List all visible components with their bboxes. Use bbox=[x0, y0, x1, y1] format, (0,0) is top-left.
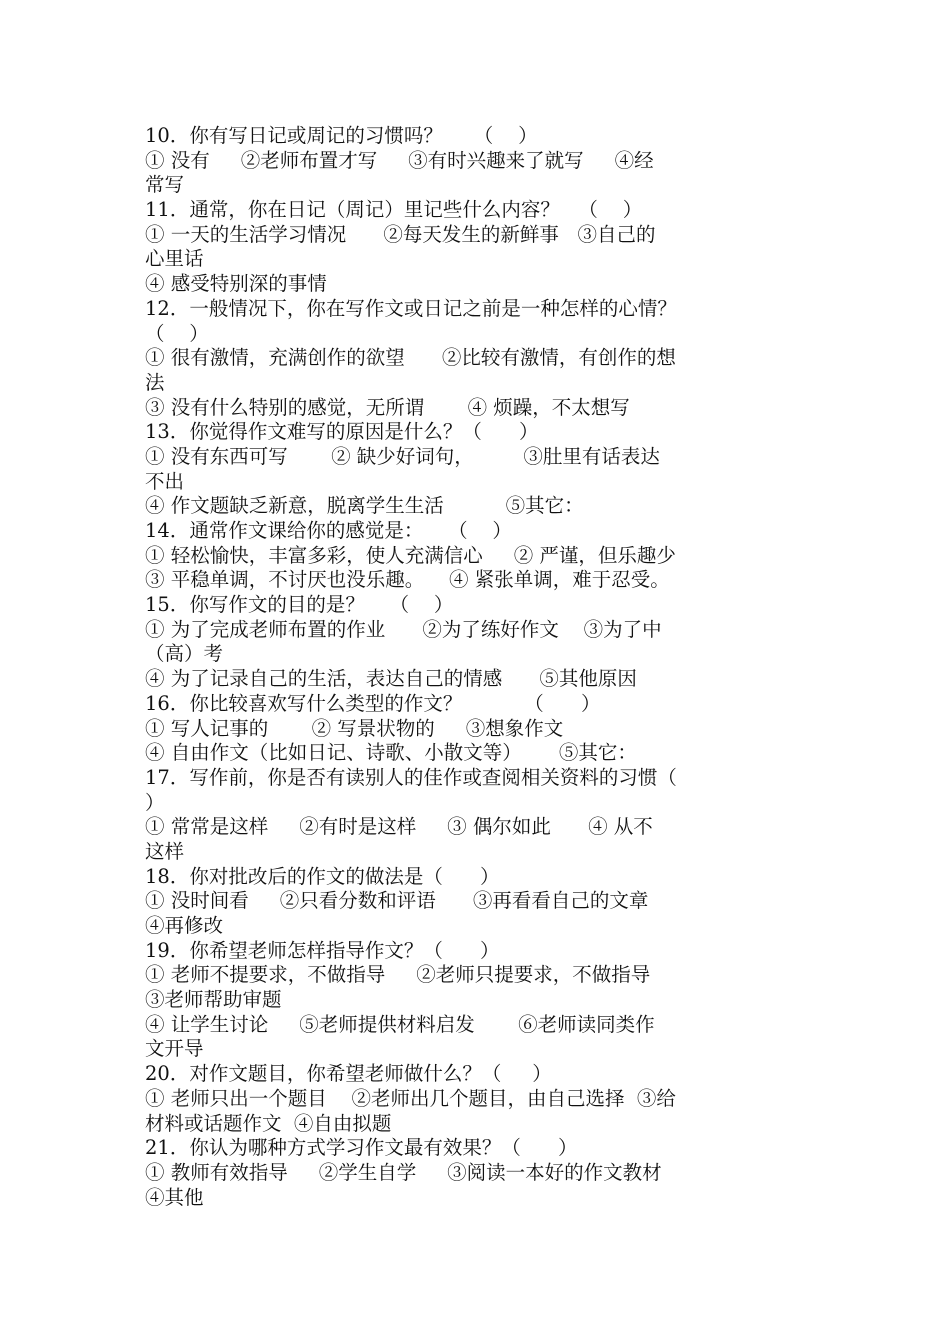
text-line: 16．你比较喜欢写什么类型的作文？ （ ） bbox=[145, 691, 601, 715]
text-line: ③老师帮助审题 bbox=[145, 988, 282, 1012]
text-line: ① 一天的生活学习情况 ②每天发生的新鲜事 ③自己的 bbox=[145, 222, 656, 246]
text-line: 12．一般情况下，你在写作文或日记之前是一种怎样的心情？ bbox=[145, 296, 677, 320]
text-line: ④ 作文题缺乏新意，脱离学生生活 ⑤其它： bbox=[145, 494, 584, 518]
text-line: 11．通常，你在日记（周记）里记些什么内容？ （ ） bbox=[145, 198, 643, 222]
text-line: ④其他 bbox=[145, 1185, 204, 1209]
text-line: ① 写人记事的 ② 写景状物的 ③想象作文 bbox=[145, 716, 564, 740]
text-line: ① 很有激情，充满创作的欲望 ②比较有激情，有创作的想 bbox=[145, 346, 676, 370]
text-line: 这样 bbox=[145, 839, 185, 863]
text-line: 材料或话题作文 ④自由拟题 bbox=[145, 1111, 392, 1135]
text-line: ① 没有 ②老师布置才写 ③有时兴趣来了就写 ④经 bbox=[145, 148, 654, 172]
text-line: ① 教师有效指导 ②学生自学 ③阅读一本好的作文教材 bbox=[145, 1160, 662, 1184]
text-line: （高）考 bbox=[145, 642, 224, 666]
text-line: 常写 bbox=[145, 173, 185, 197]
text-line: 19．你希望老师怎样指导作文？（ ） bbox=[145, 938, 500, 962]
text-line: 10．你有写日记或周记的习惯吗？ （ ） bbox=[145, 124, 538, 147]
text-line: ④ 让学生讨论 ⑤老师提供材料启发 ⑥老师读同类作 bbox=[145, 1012, 655, 1036]
text-line: 18．你对批改后的作文的做法是（ ） bbox=[145, 864, 500, 888]
text-line: （ ） bbox=[145, 321, 209, 345]
text-line: ③ 平稳单调，不讨厌也没乐趣。 ④ 紧张单调，难于忍受。 bbox=[145, 568, 670, 592]
text-line: ① 没有东西可写 ② 缺少好词句， ③肚里有话表达 bbox=[145, 444, 660, 468]
text-line: ① 常常是这样 ②有时是这样 ③ 偶尔如此 ④ 从不 bbox=[145, 815, 653, 839]
text-line: 14．通常作文课给你的感觉是： （ ） bbox=[145, 519, 512, 542]
text-line: 法 bbox=[145, 370, 165, 394]
text-line: ④ 为了记录自己的生活，表达自己的情感 ⑤其他原因 bbox=[145, 667, 637, 691]
questionnaire-document bbox=[145, 124, 810, 1210]
text-line: 13．你觉得作文难写的原因是什么？（ ） bbox=[145, 420, 539, 444]
text-line: 心里话 bbox=[145, 247, 204, 271]
text-line: ① 轻松愉快，丰富多彩，使人充满信心 ② 严谨，但乐趣少 bbox=[145, 543, 676, 567]
text-line: ④ 自由作文（比如日记、诗歌、小散文等） ⑤其它： bbox=[145, 741, 637, 765]
text-line: 15．你写作文的目的是？ （ ） bbox=[145, 593, 454, 617]
text-line: ④ 感受特别深的事情 bbox=[145, 272, 327, 296]
text-line: 20．对作文题目，你希望老师做什么？（ ） bbox=[145, 1062, 552, 1086]
text-line: ① 为了完成老师布置的作业 ②为了练好作文 ③为了中 bbox=[145, 617, 662, 641]
text-line: 不出 bbox=[145, 469, 185, 493]
text-line: 21．你认为哪种方式学习作文最有效果？（ ） bbox=[145, 1136, 578, 1160]
text-line: ） bbox=[145, 790, 165, 814]
text-line: ① 老师只出一个题目 ②老师出几个题目，由自己选择 ③给 bbox=[145, 1086, 676, 1110]
text-line: ③ 没有什么特别的感觉，无所谓 ④ 烦躁，不太想写 bbox=[145, 395, 630, 419]
text-line: 文开导 bbox=[145, 1037, 204, 1061]
text-line: 17．写作前，你是否有读别人的佳作或查阅相关资料的习惯（ bbox=[145, 765, 677, 789]
text-line: ④再修改 bbox=[145, 914, 224, 937]
text-line: ① 老师不提要求，不做指导 ②老师只提要求，不做指导 bbox=[145, 963, 651, 987]
text-line: ① 没时间看 ②只看分数和评语 ③再看看自己的文章 bbox=[145, 889, 649, 913]
